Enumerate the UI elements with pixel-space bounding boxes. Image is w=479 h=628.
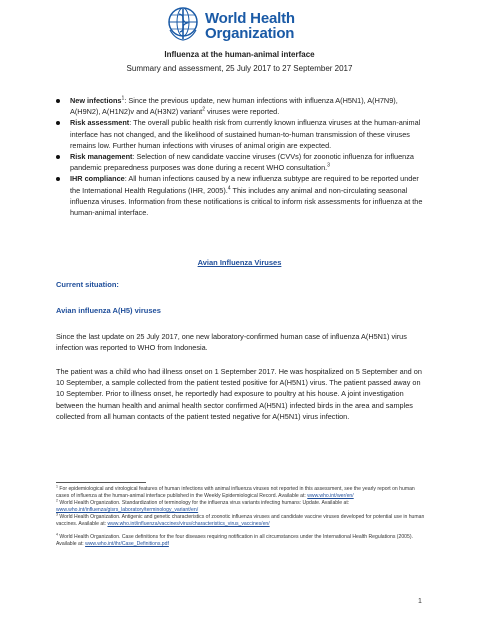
bullet-text: : Since the previous update, new human infections with influenza A(H5N1), A(H7N9), A(H9N2), A(H1N2)v and A(H3N2) variant: [70, 96, 398, 117]
footnote-ref[interactable]: 3: [327, 162, 331, 169]
footnote-number: 2: [56, 498, 58, 503]
bullet-label: Risk management: [70, 152, 133, 162]
footnote-link[interactable]: www.who.int/influenza/vaccines/virus/characteristics_virus_vaccines/en/: [107, 521, 270, 527]
footnote-ref[interactable]: 2: [202, 106, 206, 113]
org-name-line1: World Health: [205, 10, 295, 27]
bullet-text: This includes any animal and non-circulating seasonal influenza viruses. Information from these notifications is critical to inform risk assessments for influenza at the human-animal interface.: [70, 185, 423, 218]
bullet-dot-icon: [56, 177, 60, 181]
footnote-text: World Health Organization. Antigenic and genetic characteristics of zoonotic influenza viruses and candidate vaccine viruses developed for potential use in human vaccines. Available at:: [56, 514, 425, 527]
footnote-link[interactable]: www.who.int/wer/en/: [307, 493, 354, 499]
footnote-ref[interactable]: 1: [121, 95, 125, 102]
footnote-number: 1: [56, 484, 58, 489]
footnote-number: 4: [56, 532, 58, 537]
bullet-text: : All human infections caused by a new influenza subtype are required to be reported under the International Health Regulations (IHR, 2005).: [70, 174, 419, 195]
bullet-label: IHR compliance: [70, 174, 125, 184]
document-subtitle: Summary and assessment, 25 July 2017 to 27 September 2017: [126, 64, 353, 73]
bullet-label: New infections: [70, 96, 122, 105]
footnote-text: World Health Organization. Standardization of terminology for the influenza virus variants infecting humans: Update. Available at:: [57, 500, 350, 506]
org-name: [205, 11, 295, 41]
footnote-ref[interactable]: 4: [227, 185, 231, 192]
bullet-label: Risk assessment: [70, 118, 130, 128]
bullet-dot-icon: [56, 99, 60, 103]
bullet-text: : The overall public health risk from currently known influenza viruses at the human-animal interface has not changed, and the likelihood of sustained human-to-human transmission of these viruses remains low. Further human infections with viruses of animal origin are expected.: [70, 118, 421, 150]
bullet-dot-icon: [56, 121, 60, 125]
document-title: Influenza at the human-animal interface: [164, 50, 315, 59]
bullet-risk-assessment: [56, 117, 426, 151]
who-emblem-icon: [165, 6, 201, 42]
footnote-link[interactable]: www.who.int/influenza/gisrs_laboratory/terminology_variant/en/: [56, 507, 199, 513]
footnote-link[interactable]: www.who.int/ihr/Case_Definitions.pdf: [85, 541, 169, 547]
page-number: 1: [418, 598, 422, 605]
footnote-4: [56, 534, 426, 548]
footnote-divider: [56, 482, 146, 483]
current-situation-heading: Current situation:: [56, 280, 119, 289]
bullet-ihr-compliance: [56, 173, 426, 218]
bullet-new-infections: [56, 95, 426, 117]
footnote-text: For epidemiological and virological features of human infections with animal influenza viruses not reported in this assessment, see the yearly report on human cases of influenza at the human-animal interface published in the Weekly Epidemiological Record. Available at:: [56, 486, 415, 499]
who-header: [165, 6, 365, 44]
paragraph-last-update: Since the last update on 25 July 2017, one new laboratory-confirmed human case of influenza A(H5N1) virus infection was reported to WHO from Indonesia.: [56, 332, 407, 353]
footnote-number: 3: [56, 512, 58, 517]
bullet-dot-icon: [56, 155, 60, 159]
avian-h5-heading: Avian influenza A(H5) viruses: [56, 306, 161, 315]
footnote-text: World Health Organization. Case definitions for the four diseases requiring notification in all circumstances under the International Health Regulations (2005). Available at:: [56, 534, 413, 547]
bullet-risk-management: [56, 151, 426, 173]
org-name-line2: Organization: [205, 25, 295, 42]
bullet-text: viruses were reported.: [205, 107, 280, 117]
footnote-2: [56, 498, 426, 517]
bullet-text: : Selection of new candidate vaccine viruses (CVVs) for zoonotic influenza for influenza pandemic preparedness purposes was done during a recent WHO consultation.: [70, 152, 414, 173]
footnote-3: [56, 514, 426, 528]
summary-bullet-list: [56, 95, 426, 218]
footnotes: [56, 486, 426, 548]
avian-influenza-link[interactable]: Avian Influenza Viruses: [197, 258, 282, 267]
paragraph-patient-case: The patient was a child who had illness onset on 1 September 2017. He was hospitalized on 5 September and on 10 September, a sample collected from the patient tested positive for A(H5N1) virus. The patient passed away on 10 September. Prior to illness onset, he reportedly had exposure to poultry at his house. A joint investigation between the human health and animal health sector confirmed A(H5N1) infected birds in the area and samples collected from all human contacts of the patient tested negative for A(H5N1) virus infection.: [56, 367, 422, 421]
